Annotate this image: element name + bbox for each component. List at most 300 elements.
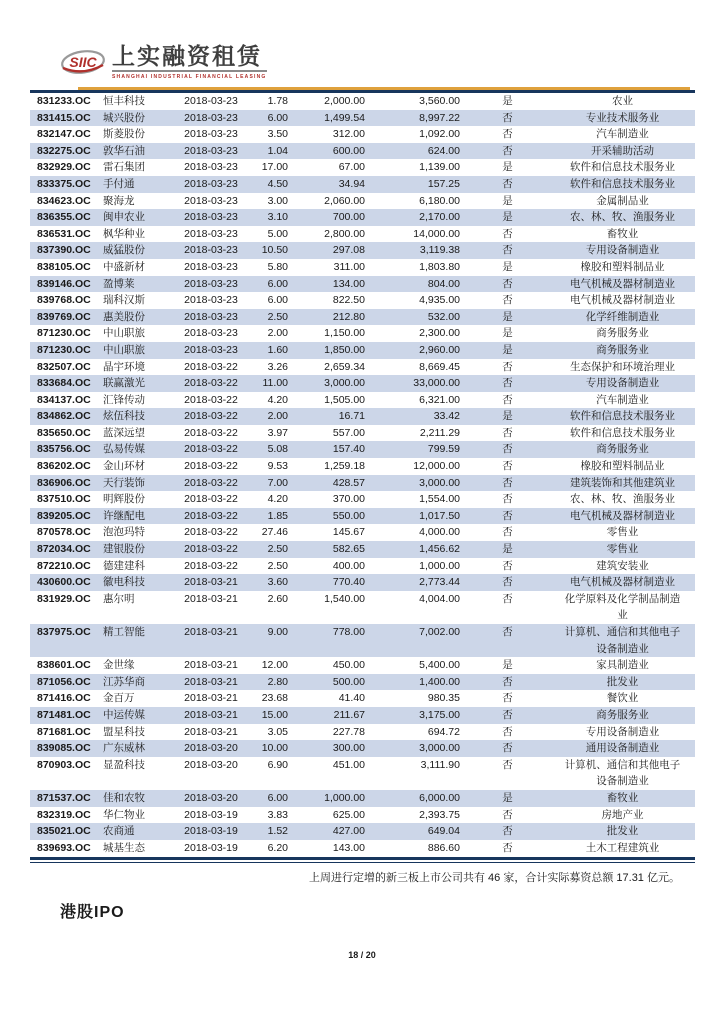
cell-amount: 2,300.00 (419, 327, 460, 340)
cell-industry: 建筑安装业 (596, 559, 649, 572)
cell-flag: 否 (502, 360, 513, 373)
table-row (30, 624, 695, 657)
cell-flag: 否 (502, 758, 513, 771)
cell-amount: 6,000.00 (419, 791, 460, 804)
cell-date: 2018-03-23 (184, 327, 238, 340)
cell-amount: 1,456.62 (419, 543, 460, 556)
cell-industry: 家具制造业 (596, 659, 649, 672)
cell-company-name: 蓝深远望 (103, 426, 145, 439)
table-row (30, 441, 695, 458)
cell-stock-code: 834862.OC (37, 410, 91, 423)
cell-stock-code: 832275.OC (37, 144, 91, 157)
cell-amount: 33,000.00 (413, 377, 460, 390)
cell-company-name: 显盈科技 (103, 758, 145, 771)
siic-logo-text: SIIC (69, 54, 97, 70)
cell-date: 2018-03-21 (184, 659, 238, 672)
cell-date: 2018-03-23 (184, 161, 238, 174)
cell-industry: 开采辅助活动 (591, 144, 654, 157)
table-row (30, 425, 695, 442)
cell-shares: 500.00 (332, 675, 365, 688)
cell-company-name: 许继配电 (103, 509, 145, 522)
cell-flag: 是 (502, 659, 513, 672)
cell-industry: 软件和信息技术服务业 (570, 161, 675, 174)
cell-industry: 畜牧业 (606, 227, 639, 240)
cell-price: 9.00 (267, 626, 288, 638)
cell-company-name: 徽电科技 (103, 576, 145, 589)
cell-date: 2018-03-23 (184, 244, 238, 257)
cell-price: 6.00 (267, 111, 288, 124)
cell-shares: 822.50 (332, 294, 365, 307)
cell-price: 7.00 (267, 476, 288, 489)
cell-date: 2018-03-22 (184, 526, 238, 539)
cell-flag: 否 (502, 708, 513, 721)
cell-price: 4.50 (267, 177, 288, 190)
table-row (30, 690, 695, 707)
cell-shares: 625.00 (332, 808, 365, 821)
cell-stock-code: 831929.OC (37, 592, 91, 605)
cell-price: 3.05 (267, 725, 288, 738)
table-row (30, 176, 695, 193)
cell-flag: 是 (502, 211, 513, 224)
table-row (30, 292, 695, 309)
cell-shares: 451.00 (332, 758, 365, 771)
cell-shares: 1,505.00 (324, 393, 365, 406)
cell-amount: 1,017.50 (419, 509, 460, 522)
cell-company-name: 闽申农业 (103, 211, 145, 224)
cell-price: 1.85 (267, 509, 288, 522)
cell-price: 12.00 (261, 659, 288, 672)
cell-price: 4.20 (267, 493, 288, 506)
cell-industry: 零售业 (606, 543, 639, 556)
cell-industry: 生态保护和环境治理业 (570, 360, 675, 373)
cell-company-name: 金世缘 (103, 659, 135, 672)
cell-stock-code: 838105.OC (37, 260, 91, 273)
cell-amount: 4,000.00 (419, 526, 460, 539)
table-row (30, 840, 695, 857)
cell-price: 1.52 (267, 825, 288, 838)
cell-company-name: 晶宇环境 (103, 360, 145, 373)
cell-date: 2018-03-21 (184, 626, 238, 638)
table-row (30, 558, 695, 575)
cell-company-name: 中山职旅 (103, 343, 145, 356)
cell-industry: 汽车制造业 (596, 393, 649, 406)
cell-amount: 3,000.00 (419, 476, 460, 489)
cell-flag: 否 (502, 626, 513, 638)
cell-industry: 电气机械及器材制造业 (570, 277, 675, 290)
table-row (30, 757, 695, 790)
cell-industry: 专用设备制造业 (585, 244, 660, 257)
table-row (30, 242, 695, 259)
cell-amount: 8,669.45 (419, 360, 460, 373)
cell-company-name: 精工智能 (103, 626, 145, 638)
cell-shares: 600.00 (332, 144, 365, 157)
cell-flag: 否 (502, 244, 513, 257)
cell-amount: 2,211.29 (419, 426, 460, 439)
table-row (30, 574, 695, 591)
logo-company-name: 上实融资租赁 (112, 44, 267, 72)
cell-flag: 否 (502, 277, 513, 290)
table-row (30, 209, 695, 226)
cell-stock-code: 871537.OC (37, 791, 91, 804)
cell-stock-code: 837510.OC (37, 493, 91, 506)
cell-flag: 否 (502, 725, 513, 738)
cell-shares: 300.00 (332, 742, 365, 755)
cell-industry: 商务服务业 (596, 443, 649, 456)
cell-shares: 211.67 (333, 708, 365, 721)
cell-amount: 8,997.22 (419, 111, 460, 124)
cell-amount: 157.25 (427, 177, 460, 190)
cell-stock-code: 834623.OC (37, 194, 91, 207)
cell-shares: 134.00 (332, 277, 365, 290)
table-row (30, 342, 695, 359)
cell-industry: 农业 (612, 95, 633, 107)
cell-flag: 是 (502, 161, 513, 174)
cell-date: 2018-03-21 (184, 692, 238, 705)
cell-flag: 是 (502, 543, 513, 556)
cell-flag: 是 (502, 791, 513, 804)
cell-amount: 33.42 (433, 410, 460, 423)
cell-price: 11.00 (262, 377, 288, 390)
cell-shares: 297.08 (332, 244, 365, 257)
cell-industry: 计算机、通信和其他电子设备制造业 (564, 758, 681, 788)
cell-stock-code: 870903.OC (37, 758, 91, 771)
cell-shares: 2,800.00 (324, 227, 365, 240)
cell-flag: 否 (502, 559, 513, 572)
cell-industry: 餐饮业 (606, 692, 639, 705)
cell-industry: 房地产业 (601, 808, 644, 821)
cell-amount: 3,175.00 (419, 708, 460, 721)
cell-price: 6.00 (267, 294, 288, 307)
cell-amount: 886.60 (427, 841, 460, 854)
cell-industry: 土木工程建筑业 (585, 841, 660, 854)
cell-shares: 1,850.00 (324, 343, 365, 356)
cell-company-name: 华仁物业 (103, 808, 145, 821)
cell-company-name: 盟星科技 (103, 725, 145, 738)
table-row (30, 276, 695, 293)
cell-company-name: 佳和农牧 (103, 791, 145, 804)
cell-flag: 否 (502, 128, 513, 141)
cell-company-name: 城基生态 (103, 841, 145, 854)
cell-date: 2018-03-20 (184, 791, 238, 804)
cell-price: 3.10 (267, 211, 288, 224)
cell-stock-code: 871230.OC (37, 327, 91, 340)
cell-stock-code: 870578.OC (37, 526, 91, 539)
cell-industry: 畜牧业 (606, 791, 639, 804)
cell-amount: 980.35 (427, 692, 460, 705)
cell-company-name: 炫伍科技 (103, 410, 145, 423)
cell-shares: 1,540.00 (324, 592, 365, 605)
cell-shares: 145.67 (332, 526, 365, 539)
cell-price: 2.00 (267, 327, 288, 340)
cell-date: 2018-03-22 (184, 559, 238, 572)
cell-date: 2018-03-22 (184, 493, 238, 506)
cell-flag: 否 (502, 742, 513, 755)
cell-flag: 否 (502, 825, 513, 838)
cell-stock-code: 835650.OC (37, 426, 91, 439)
cell-flag: 否 (502, 377, 513, 390)
cell-company-name: 天行装饰 (103, 476, 145, 489)
cell-price: 17.00 (261, 161, 288, 174)
cell-shares: 1,150.00 (324, 327, 365, 340)
table-row (30, 475, 695, 492)
cell-flag: 否 (502, 675, 513, 688)
cell-flag: 否 (502, 294, 513, 307)
cell-date: 2018-03-22 (184, 360, 238, 373)
cell-industry: 批发业 (606, 825, 639, 838)
cell-industry: 电气机械及器材制造业 (570, 576, 675, 589)
cell-price: 1.60 (267, 343, 288, 356)
cell-flag: 否 (502, 526, 513, 539)
cell-company-name: 汇锋传动 (103, 393, 145, 406)
cell-stock-code: 832507.OC (37, 360, 91, 373)
cell-company-name: 手付通 (103, 177, 135, 190)
logo-text-block (112, 44, 267, 80)
table-row (30, 259, 695, 276)
cell-stock-code: 838601.OC (37, 659, 91, 672)
cell-company-name: 德建建科 (103, 559, 145, 572)
cell-stock-code: 835021.OC (37, 825, 91, 838)
cell-flag: 是 (502, 95, 513, 107)
cell-industry: 批发业 (606, 675, 639, 688)
cell-flag: 否 (502, 476, 513, 489)
cell-flag: 否 (502, 841, 513, 854)
table-row (30, 126, 695, 143)
table-row (30, 159, 695, 176)
company-logo (60, 44, 267, 80)
cell-stock-code: 839768.OC (37, 294, 91, 307)
cell-stock-code: 839693.OC (37, 841, 91, 854)
cell-stock-code: 832929.OC (37, 161, 91, 174)
cell-price: 6.90 (267, 758, 288, 771)
cell-industry: 电气机械及器材制造业 (570, 509, 675, 522)
table-row (30, 591, 695, 624)
cell-amount: 2,170.00 (419, 211, 460, 224)
cell-shares: 582.65 (332, 543, 365, 556)
table-row (30, 408, 695, 425)
cell-amount: 6,321.00 (419, 393, 460, 406)
cell-stock-code: 872034.OC (37, 543, 91, 556)
cell-date: 2018-03-21 (184, 708, 238, 721)
cell-company-name: 枫华种业 (103, 227, 145, 240)
cell-industry: 橡胶和塑料制品业 (580, 260, 665, 273)
table-row (30, 392, 695, 409)
cell-date: 2018-03-21 (184, 576, 238, 589)
cell-company-name: 中盛新材 (103, 260, 145, 273)
cell-shares: 2,000.00 (324, 95, 365, 107)
cell-shares: 700.00 (332, 211, 365, 224)
cell-flag: 否 (502, 692, 513, 705)
cell-company-name: 城兴股份 (103, 111, 145, 124)
cell-price: 9.53 (267, 460, 288, 473)
cell-amount: 3,560.00 (419, 95, 460, 107)
cell-stock-code: 833375.OC (37, 177, 91, 190)
cell-flag: 否 (502, 393, 513, 406)
cell-price: 15.00 (261, 708, 288, 721)
cell-price: 23.68 (261, 692, 288, 705)
cell-flag: 否 (502, 576, 513, 589)
cell-stock-code: 837390.OC (37, 244, 91, 257)
cell-stock-code: 871230.OC (37, 343, 91, 356)
cell-company-name: 泡泡玛特 (103, 526, 145, 539)
cell-company-name: 瑞科汉斯 (103, 294, 145, 307)
cell-date: 2018-03-23 (184, 177, 238, 190)
cell-shares: 1,499.54 (324, 111, 365, 124)
cell-company-name: 江苏华商 (103, 675, 145, 688)
cell-price: 3.97 (267, 426, 288, 439)
cell-flag: 否 (502, 808, 513, 821)
cell-stock-code: 836355.OC (37, 211, 91, 224)
cell-industry: 农、林、牧、渔服务业 (570, 211, 675, 224)
page-number: 18 / 20 (348, 950, 376, 960)
cell-stock-code: 831415.OC (37, 111, 91, 124)
cell-company-name: 敦华石油 (103, 144, 145, 157)
cell-company-name: 建银股份 (103, 543, 145, 556)
cell-flag: 否 (502, 426, 513, 439)
cell-price: 5.00 (267, 227, 288, 240)
cell-date: 2018-03-20 (184, 758, 238, 771)
cell-industry: 专用设备制造业 (585, 725, 660, 738)
cell-price: 3.83 (267, 808, 288, 821)
cell-shares: 400.00 (332, 559, 365, 572)
cell-amount: 12,000.00 (413, 460, 460, 473)
cell-industry: 商务服务业 (596, 708, 649, 721)
cell-stock-code: 836202.OC (37, 460, 91, 473)
cell-flag: 否 (502, 111, 513, 124)
cell-stock-code: 832319.OC (37, 808, 91, 821)
table-row (30, 657, 695, 674)
cell-amount: 3,111.90 (420, 758, 460, 771)
cell-shares: 450.00 (332, 659, 365, 672)
cell-shares: 67.00 (338, 161, 365, 174)
cell-flag: 是 (502, 410, 513, 423)
cell-amount: 1,554.00 (419, 493, 460, 506)
cell-flag: 否 (502, 177, 513, 190)
cell-industry: 橡胶和塑料制品业 (580, 460, 665, 473)
cell-price: 10.50 (261, 244, 288, 257)
cell-price: 3.00 (267, 194, 288, 207)
table-top-border (30, 87, 695, 93)
cell-industry: 化学纤维制造业 (585, 310, 660, 323)
cell-amount: 5,400.00 (419, 659, 460, 672)
cell-price: 6.20 (267, 841, 288, 854)
cell-shares: 557.00 (332, 426, 365, 439)
cell-date: 2018-03-23 (184, 294, 238, 307)
cell-company-name: 惠尔明 (103, 592, 135, 605)
cell-amount: 6,180.00 (419, 194, 460, 207)
cell-shares: 778.00 (332, 626, 365, 638)
cell-shares: 3,000.00 (324, 377, 365, 390)
cell-industry: 软件和信息技术服务业 (570, 410, 675, 423)
cell-date: 2018-03-23 (184, 343, 238, 356)
cell-stock-code: 871056.OC (37, 675, 91, 688)
cell-company-name: 惠美股份 (103, 310, 145, 323)
cell-company-name: 广东威林 (103, 742, 145, 755)
cell-date: 2018-03-19 (184, 825, 238, 838)
cell-industry: 商务服务业 (596, 327, 649, 340)
cell-stock-code: 832147.OC (37, 128, 91, 141)
table-row (30, 93, 695, 110)
cell-price: 2.80 (267, 675, 288, 688)
table-row (30, 143, 695, 160)
cell-amount: 4,004.00 (419, 592, 460, 605)
cell-company-name: 中山职旅 (103, 327, 145, 340)
cell-shares: 2,659.34 (324, 360, 365, 373)
cell-stock-code: 430600.OC (37, 576, 91, 589)
table-row (30, 458, 695, 475)
cell-flag: 否 (502, 592, 513, 605)
cell-shares: 1,000.00 (324, 791, 365, 804)
table-row (30, 491, 695, 508)
cell-shares: 2,060.00 (324, 194, 365, 207)
cell-company-name: 聚海龙 (103, 194, 135, 207)
cell-amount: 4,935.00 (419, 294, 460, 307)
cell-amount: 7,002.00 (419, 626, 460, 638)
summary-note: 上周进行定增的新三板上市公司共有 46 家，合计实际募资总额 17.31 亿元。 (309, 871, 680, 884)
table-row (30, 790, 695, 807)
cell-company-name: 弘易传媒 (103, 443, 145, 456)
cell-price: 3.26 (267, 360, 288, 373)
cell-amount: 1,803.80 (419, 260, 460, 273)
cell-company-name: 盈博莱 (103, 277, 135, 290)
cell-amount: 694.72 (427, 725, 460, 738)
cell-flag: 是 (502, 194, 513, 207)
cell-price: 2.00 (267, 410, 288, 423)
cell-price: 2.60 (267, 592, 288, 605)
cell-industry: 零售业 (606, 526, 639, 539)
cell-amount: 624.00 (427, 144, 460, 157)
table-row (30, 541, 695, 558)
cell-date: 2018-03-19 (184, 808, 238, 821)
cell-price: 1.04 (267, 144, 288, 157)
cell-price: 2.50 (267, 310, 288, 323)
cell-company-name: 斯菱股份 (103, 128, 145, 141)
cell-amount: 14,000.00 (413, 227, 460, 240)
cell-amount: 799.59 (427, 443, 460, 456)
cell-flag: 否 (502, 144, 513, 157)
cell-price: 27.46 (261, 526, 288, 539)
cell-company-name: 金山环材 (103, 460, 145, 473)
table-bottom-border-thin (30, 862, 695, 863)
cell-industry: 金属制品业 (596, 194, 649, 207)
cell-industry: 化学原料及化学制品制造业 (564, 592, 681, 622)
cell-industry: 商务服务业 (596, 343, 649, 356)
cell-date: 2018-03-21 (184, 725, 238, 738)
table-row (30, 674, 695, 691)
cell-industry: 农、林、牧、渔服务业 (570, 493, 675, 506)
cell-stock-code: 839085.OC (37, 742, 91, 755)
cell-shares: 370.00 (332, 493, 365, 506)
cell-stock-code: 836906.OC (37, 476, 91, 489)
cell-price: 3.50 (267, 128, 288, 141)
table-row (30, 309, 695, 326)
cell-amount: 804.00 (427, 277, 460, 290)
cell-date: 2018-03-21 (184, 592, 238, 605)
cell-shares: 143.00 (332, 841, 365, 854)
siic-swoosh-icon (60, 46, 106, 78)
cell-date: 2018-03-22 (184, 509, 238, 522)
cell-date: 2018-03-23 (184, 260, 238, 273)
cell-flag: 是 (502, 343, 513, 356)
cell-amount: 1,139.00 (419, 161, 460, 174)
cell-amount: 2,393.75 (419, 808, 460, 821)
cell-shares: 212.80 (332, 310, 365, 323)
cell-stock-code: 836531.OC (37, 227, 91, 240)
section-heading-hk-ipo: 港股IPO (60, 904, 125, 921)
cell-date: 2018-03-22 (184, 443, 238, 456)
table-row (30, 724, 695, 741)
cell-industry: 专用设备制造业 (585, 377, 660, 390)
cell-flag: 否 (502, 493, 513, 506)
